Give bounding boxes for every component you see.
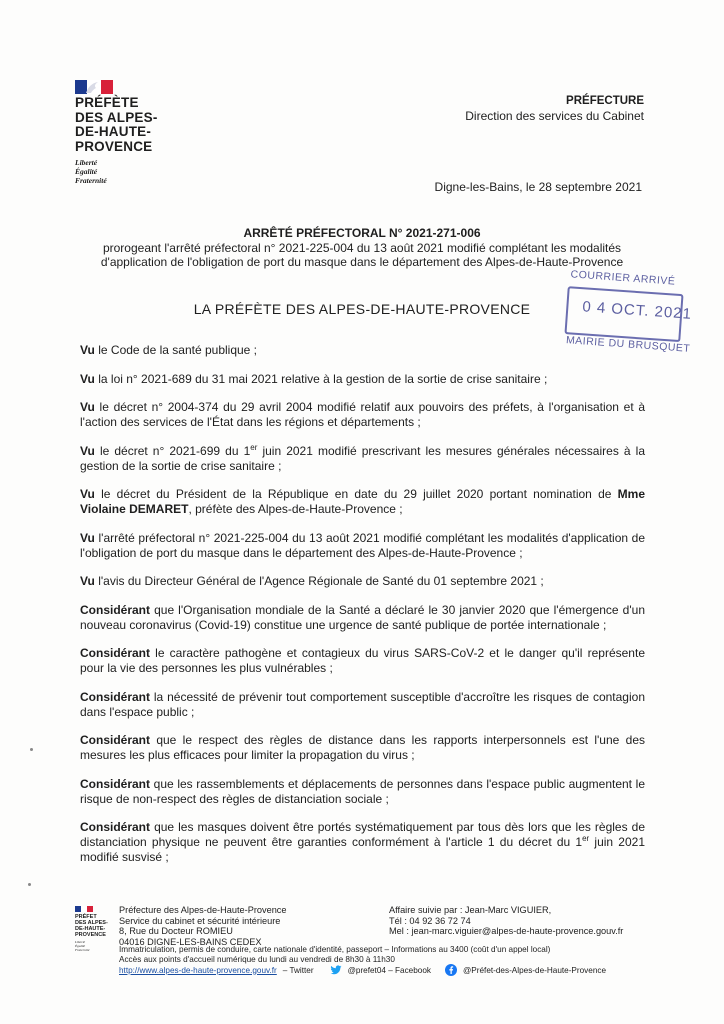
paragraph: Considérant que les masques doivent être portés systématiquement par tous dès lors que les règles de distanciation physique ne peuvent être garanties conformément à l'article 1 du décret du 1er juin 2021 modifié susvisé ; (80, 820, 645, 864)
arrete-subject-line-1: prorogeant l'arrêté préfectoral n° 2021-225-004 du 13 août 2021 modifié complétant les modalités (102, 240, 622, 255)
republic-motto: Liberté Égalité Fraternité (75, 158, 107, 185)
paragraph: Considérant que les rassemblements et déplacements de personnes dans l'espace public augmentent le risque de non-respect des règles de distanciation sociale ; (80, 776, 645, 806)
twitter-icon[interactable] (330, 964, 342, 976)
footer-info: Immatriculation, permis de conduire, carte nationale d'identité, passeport – Informations au 3400 (coût d'un appel local) Accès aux points d'accueil numérique du lundi au vendredi de 8h30 à 11h30 (119, 945, 551, 964)
website-link[interactable]: http://www.alpes-de-haute-provence.gouv.fr (119, 965, 277, 975)
stamp-top: COURRIER ARRIVÉ (570, 268, 676, 288)
facebook-handle[interactable]: @Préfet-des-Alpes-de-Haute-Provence (463, 965, 607, 975)
footer-contact: Affaire suivie par : Jean-Marc VIGUIER, Tél : 04 92 36 72 74 Mel : jean-marc.viguier@alpes-de-haute-provence.gouv.fr (389, 905, 624, 937)
arrete-subject-line-2: d'application de l'obligation de port du masque dans le département des Alpes-de-Haute-Provence (100, 255, 624, 269)
service-title: PRÉFECTURE (566, 95, 644, 107)
paragraph: Vu le décret n° 2004-374 du 29 avril 2004 modifié relatif aux pouvoirs des préfets, à l'organisation et à l'action des services de l'État dans les régions et départements ; (80, 400, 645, 429)
document-date: Digne-les-Bains, le 28 septembre 2021 (434, 180, 642, 194)
prefecture-name: PRÉFÈTE DES ALPES- DE-HAUTE- PROVENCE (75, 95, 158, 154)
stamp-bottom: MAIRIE DU BRUSQUET (565, 334, 691, 355)
arrete-title (60, 226, 664, 270)
paragraph: Considérant la nécessité de prévenir tout comportement susceptible d'accroître les risques de contagion dans l'espace public ; (80, 689, 645, 719)
paragraph: Vu l'arrêté préfectoral n° 2021-225-004 du 13 août 2021 modifié complétant les modalités d'application de l'obligation de port du masque dans le département des Alpes-de-Haute-Provence ; (80, 530, 645, 560)
facebook-icon[interactable] (445, 964, 457, 976)
paragraph: Vu le décret du Président de la République en date du 29 juillet 2020 portant nomination de Mme Violaine DEMARET, préfète des Alpes-de-Haute-Provence ; (80, 487, 645, 516)
main-heading: LA PRÉFÈTE DES ALPES-DE-HAUTE-PROVENCE (193, 301, 531, 317)
marianne-icon (82, 81, 104, 93)
footer-social: http://www.alpes-de-haute-provence.gouv.fr – Twitter @prefet04 – Facebook @Préfet-des-Alpes-de-Haute-Provence (119, 965, 607, 975)
stamp-date: 0 4 OCT. 2021 (581, 298, 693, 323)
twitter-handle[interactable]: @prefet04 – Facebook (347, 965, 431, 975)
paragraph: Vu l'avis du Directeur Général de l'Agence Régionale de Santé du 01 septembre 2021 ; (80, 574, 544, 588)
paragraph: Vu la loi n° 2021-689 du 31 mai 2021 relative à la gestion de la sortie de crise sanitaire ; (80, 371, 548, 386)
footer-address: Préfecture des Alpes-de-Haute-Provence Service du cabinet et sécurité intérieure 8, Rue du Docteur ROMIEU 04016 DIGNE-LES-BAINS CEDEX (119, 905, 287, 947)
service-header (465, 94, 644, 124)
paragraph: Considérant que le respect des règles de distance dans les rapports interpersonnels est l'une des mesures les plus efficaces pour limiter la propagation du virus ; (80, 733, 645, 762)
arrete-number: ARRÊTÉ PRÉFECTORAL N° 2021-271-006 (243, 226, 481, 240)
paragraph: Vu le décret n° 2021-699 du 1er juin 2021 modifié prescrivant les mesures générales nécessaires à la gestion de la sortie de crise sanitaire ; (80, 442, 645, 473)
paragraph: Considérant le caractère pathogène et contagieux du virus SARS-CoV-2 et le danger qu'il représente pour la vie des personnes les plus vulnérables ; (80, 646, 645, 675)
paragraph: Considérant que l'Organisation mondiale de la Santé a déclaré le 30 janvier 2020 que l'émergence d'un nouveau coronavirus (Covid-19) constitue une urgence de santé publique de portée internationale ; (80, 602, 645, 632)
paragraph: Vu le Code de la santé publique ; (80, 343, 258, 357)
scan-speck (30, 748, 33, 751)
footer-logo: PRÉFET DES ALPES- DE-HAUTE- PROVENCE Liberté Égalité Fraternité (75, 906, 109, 952)
service-subtitle: Direction des services du Cabinet (465, 109, 644, 123)
contact-email[interactable]: Mel : jean-marc.viguier@alpes-de-haute-provence.gouv.fr (389, 926, 624, 937)
scan-speck (28, 883, 31, 886)
document-body (80, 343, 645, 879)
